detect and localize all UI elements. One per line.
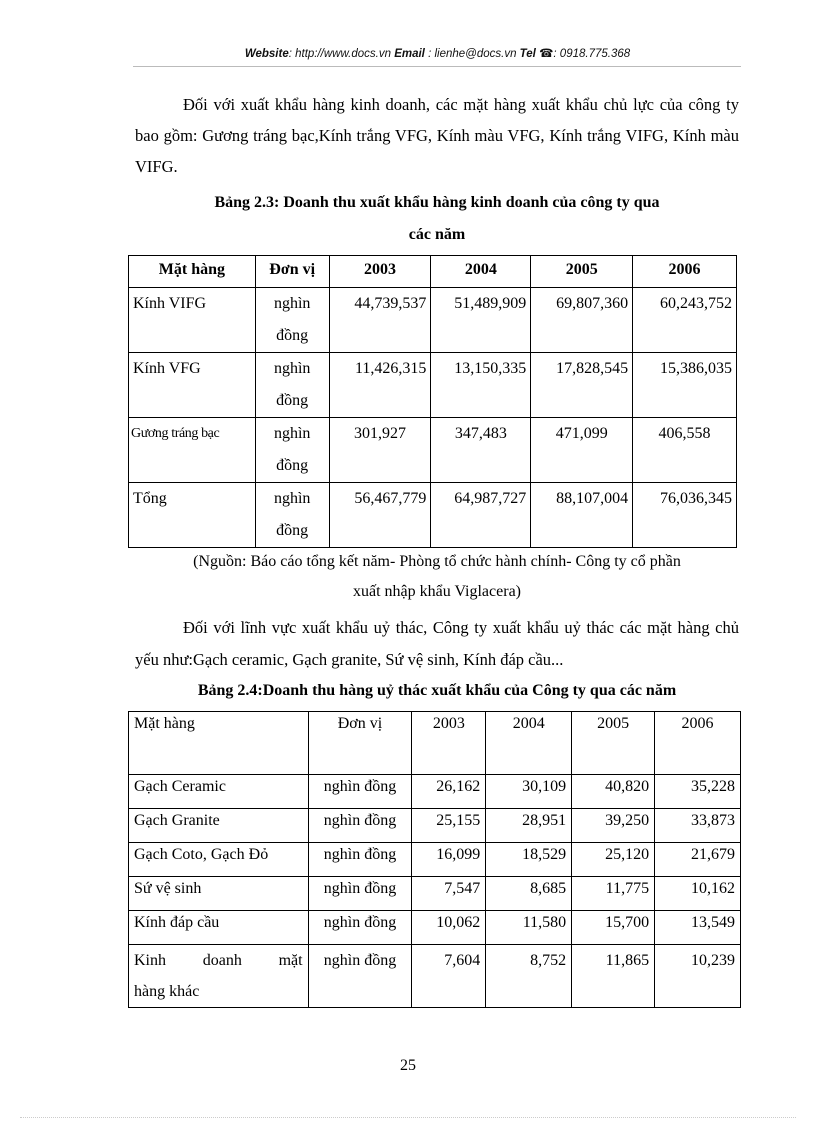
unit-line: nghìn [273,360,311,377]
paragraph-1 [135,89,739,182]
email-label: Email [394,48,425,60]
value-cell: 15,386,035 [633,353,737,418]
item-cell: Gương tráng bạc [129,418,256,483]
unit-cell: nghìn đồng [308,945,412,1008]
value-cell: 30,109 [486,775,572,809]
header-cell: 2006 [633,256,737,288]
header-cell: 2004 [431,256,531,288]
table-row [129,945,741,1008]
value-cell: 11,426,315 [329,353,431,418]
table-row [129,353,737,418]
table-row [129,843,741,877]
header-cell: Đơn vị [308,712,412,775]
unit-line: đồng [276,522,309,539]
unit-line: đồng [276,327,309,344]
table-header-row [129,712,741,775]
value-cell: 10,239 [655,945,741,1008]
header-cell: 2005 [572,712,655,775]
header-cell: 2004 [486,712,572,775]
value-cell: 88,107,004 [531,483,633,548]
unit-cell: nghìn đồng [308,775,412,809]
value-cell: 471,099 [531,418,633,483]
value-cell: 10,162 [655,877,741,911]
value-cell: 26,162 [412,775,486,809]
table-row [129,911,741,945]
table2-caption: Bảng 2.4:Doanh thu hàng uỷ thác xuất khẩu của Công ty qua các năm [197,682,677,699]
unit-cell [255,483,329,548]
email-value: : lienhe@docs.vn [428,48,517,60]
value-cell: 44,739,537 [329,288,431,353]
table-row [129,809,741,843]
item-line: hàng khác [134,983,200,1000]
paragraph-2-text: Đối với lĩnh vực xuất khẩu uỷ thác, Công ty xuất khẩu uỷ thác các mặt hàng chủ yếu như:Gạch ceramic, Gạch granite, Sứ vệ sinh, Kính đáp cầu... [135,618,739,669]
item-cell: Kính đáp cầu [129,911,309,945]
value-cell: 28,951 [486,809,572,843]
value-cell: 21,679 [655,843,741,877]
unit-line: đồng [276,392,309,409]
table-row [129,483,737,548]
source-line1: (Nguồn: Báo cáo tổng kết năm- Phòng tổ chức hành chính- Công ty cổ phần [193,553,681,570]
value-cell: 8,685 [486,877,572,911]
value-cell: 35,228 [655,775,741,809]
paragraph-1-text: Đối với xuất khẩu hàng kinh doanh, các mặt hàng xuất khẩu chủ lực của công ty bao gồm: Gương tráng bạc,Kính trắng VFG, Kính màu VFG, Kính trắng VIFG, Kính màu VIFG. [135,95,739,176]
header-cell: Mặt hàng [129,256,256,288]
unit-line: nghìn [273,490,311,507]
value-cell: 301,927 [329,418,431,483]
page-bottom-border [20,1117,796,1118]
table-2-4 [128,711,741,1008]
website-value: : http://www.docs.vn [288,48,391,60]
value-cell: 11,865 [572,945,655,1008]
value-cell: 51,489,909 [431,288,531,353]
value-cell: 16,099 [412,843,486,877]
item-cell: Gạch Ceramic [129,775,309,809]
value-cell: 56,467,779 [329,483,431,548]
unit-cell: nghìn đồng [308,843,412,877]
item-cell: Tổng [129,483,256,548]
paragraph-2 [135,612,739,676]
value-cell: 39,250 [572,809,655,843]
value-cell: 17,828,545 [531,353,633,418]
item-line: Kinh doanh mặt [134,952,303,969]
header-cell: 2003 [329,256,431,288]
value-cell: 10,062 [412,911,486,945]
unit-cell: nghìn đồng [308,877,412,911]
value-cell: 60,243,752 [633,288,737,353]
unit-line: nghìn [273,425,311,442]
unit-cell: nghìn đồng [308,809,412,843]
unit-cell [255,288,329,353]
table1-caption-line1: Bảng 2.3: Doanh thu xuất khẩu hàng kinh doanh của công ty qua [214,194,660,211]
value-cell: 15,700 [572,911,655,945]
table-header-row [129,256,737,288]
value-cell: 33,873 [655,809,741,843]
tel-value: : 0918.775.368 [553,48,631,60]
header-rule [133,66,741,67]
value-cell: 8,752 [486,945,572,1008]
header-cell: 2003 [412,712,486,775]
item-cell: Kính VFG [129,353,256,418]
phone-icon: ☎ [539,48,554,60]
header-cell: 2005 [531,256,633,288]
value-cell: 347,483 [431,418,531,483]
value-cell: 7,604 [412,945,486,1008]
item-cell: Gạch Coto, Gạch Đỏ [129,843,309,877]
value-cell: 11,580 [486,911,572,945]
value-cell: 69,807,360 [531,288,633,353]
table-2-3 [128,255,737,548]
value-cell: 25,120 [572,843,655,877]
unit-line: đồng [276,457,309,474]
value-cell: 7,547 [412,877,486,911]
value-cell: 64,987,727 [431,483,531,548]
unit-cell [255,353,329,418]
table-row [129,775,741,809]
value-cell: 18,529 [486,843,572,877]
value-cell: 76,036,345 [633,483,737,548]
unit-cell: nghìn đồng [308,911,412,945]
value-cell: 40,820 [572,775,655,809]
page-number: 25 [400,1057,416,1074]
unit-cell [255,418,329,483]
value-cell: 406,558 [633,418,737,483]
value-cell: 13,150,335 [431,353,531,418]
unit-line: nghìn [273,295,311,312]
item-cell [129,945,309,1008]
value-cell: 11,775 [572,877,655,911]
table-row [129,877,741,911]
source-line2: xuất nhập khẩu Viglacera) [352,583,521,600]
value-cell: 25,155 [412,809,486,843]
item-cell: Kính VIFG [129,288,256,353]
table-row [129,288,737,353]
table1-caption-line2: các năm [408,226,466,243]
table-row [129,418,737,483]
tel-label: Tel [519,48,536,60]
header-cell: Đơn vị [255,256,329,288]
header-cell: 2006 [655,712,741,775]
item-cell: Sứ vệ sinh [129,877,309,911]
page-header [135,46,740,60]
header-cell: Mặt hàng [129,712,309,775]
value-cell: 13,549 [655,911,741,945]
item-cell: Gạch Granite [129,809,309,843]
website-label: Website [244,48,289,60]
